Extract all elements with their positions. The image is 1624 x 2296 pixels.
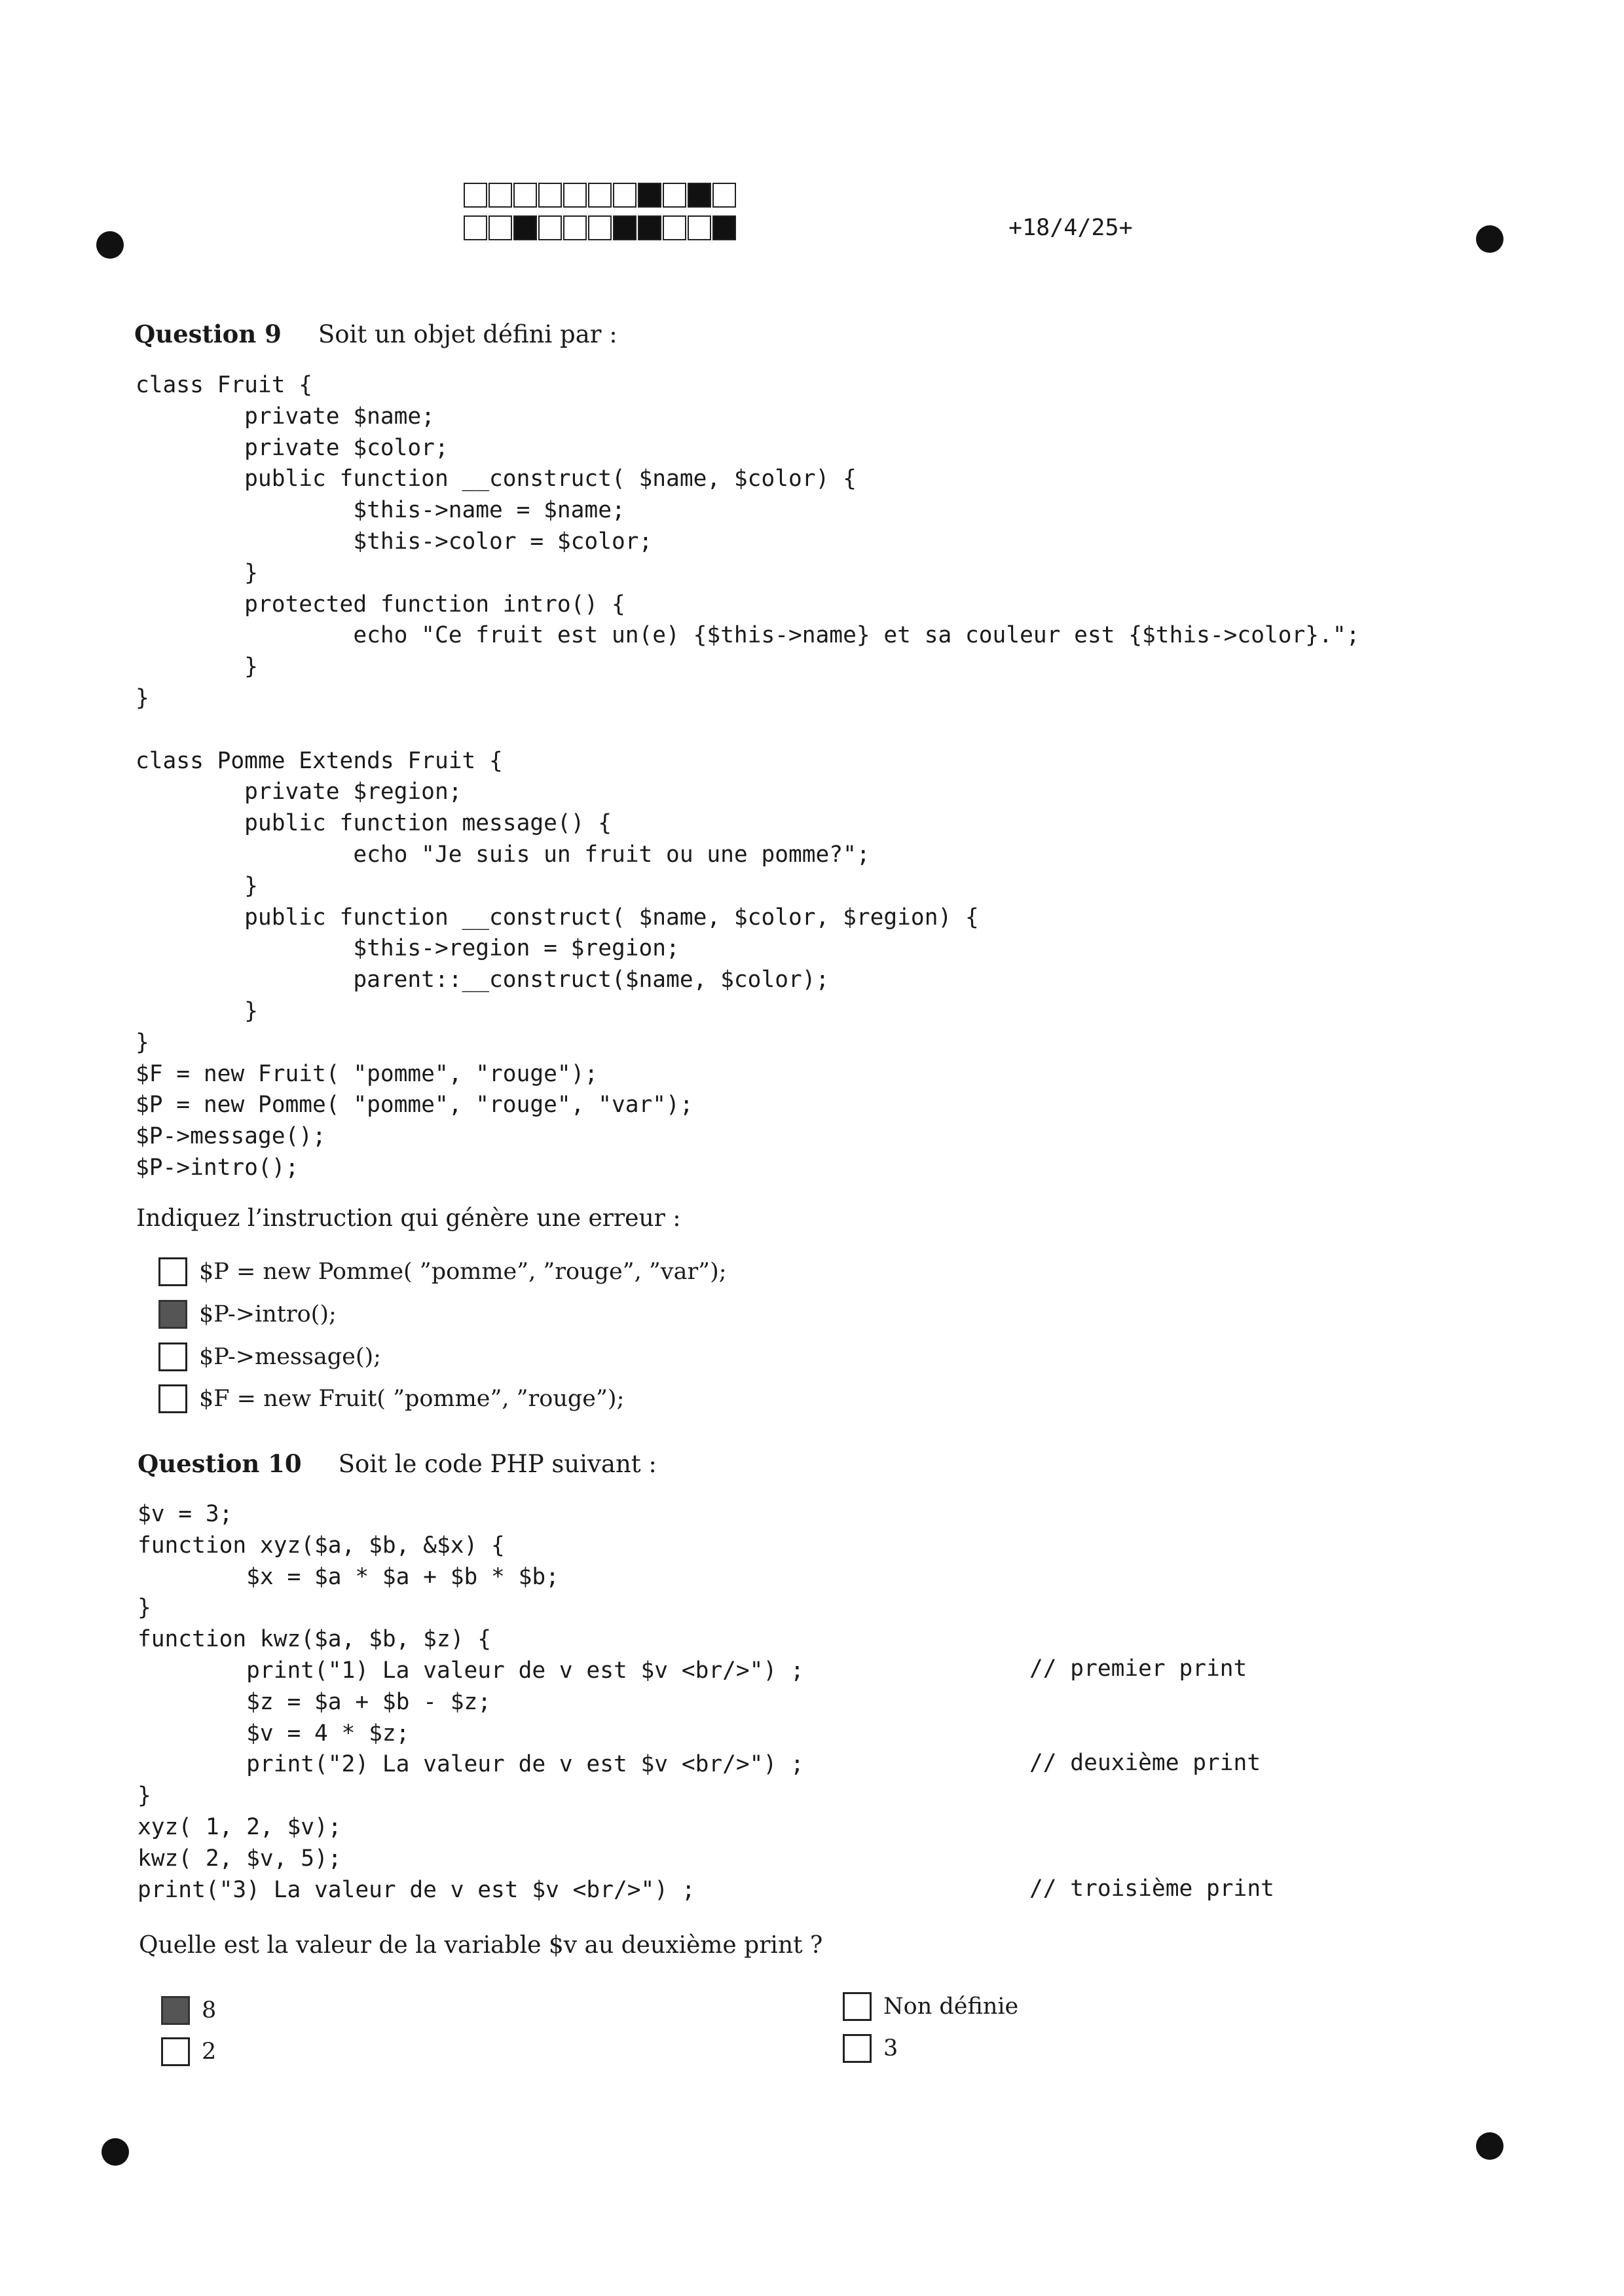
q9-option-4[interactable] — [158, 1384, 624, 1413]
barcode-cell — [563, 183, 587, 208]
question-9-code: class Fruit { private $name; private $color; public function __construct( $name, $color) { $this->name = $name; $this->color = $color; } protected function intro() { echo "Ce fruit est un(e) {$this->name} et sa couleur est {$this->color}."; } } class Pomme Extends Fruit { private $region; public function message() { echo "Je suis un fruit ou une pomme?"; } public function __construct( $name, $color, $region) { $this->region = $region; parent::__construct($name, $color); } } $F = new Fruit( "pomme", "rouge"); $P = new Pomme( "pomme", "rouge", "var"); $P->message(); $P->intro(); — [136, 372, 1360, 1181]
q10-option-2-label: 2 — [202, 2039, 217, 2065]
comment-first-print: // premier print — [1029, 1656, 1247, 1682]
barcode-cell — [489, 215, 512, 240]
question-10-number: Question 10 — [138, 1449, 302, 1478]
question-9-number: Question 9 — [134, 320, 282, 348]
barcode-cell — [513, 215, 537, 240]
barcode-cell — [712, 183, 736, 208]
q10-option-1-checkbox[interactable] — [161, 1996, 190, 2025]
barcode-cell — [663, 215, 686, 240]
q9-option-3-label: $P->message(); — [199, 1344, 381, 1370]
comment-third-print: // troisième print — [1029, 1876, 1274, 1902]
barcode-cell — [688, 183, 711, 208]
barcode-cell — [489, 183, 512, 208]
corner-marker-top-right — [1476, 225, 1504, 253]
barcode-cell — [613, 183, 637, 208]
q10-option-2-checkbox[interactable] — [161, 2037, 190, 2066]
question-10-code: $v = 3; function xyz($a, $b, &$x) { $x = $a * $a + $b * $b; } function kwz($a, $b, $z) { print("1) La valeur de v est $v <br/>") ; $z = $a + $b - $z; $v = 4 * $z; print("2) La valeur de v est $v <br/>") ; } xyz( 1, 2, $v); kwz( 2, $v, 5); print("3) La valeur de v est $v <br/>") ; — [138, 1501, 804, 1903]
q10-option-4[interactable] — [843, 2034, 898, 2063]
question-9-intro: Soit un objet défini par : — [318, 320, 618, 348]
corner-marker-top-left — [96, 231, 124, 259]
q10-option-2[interactable] — [161, 2037, 216, 2066]
barcode-cell — [663, 183, 686, 208]
barcode-row-top — [464, 183, 737, 210]
barcode-cell — [712, 215, 736, 240]
barcode-cell — [688, 215, 711, 240]
question-9-title — [134, 320, 618, 348]
barcode-row-bottom — [464, 215, 737, 243]
q10-option-4-label: 3 — [883, 2035, 898, 2062]
question-10-title — [138, 1449, 657, 1478]
barcode-cell — [638, 183, 661, 208]
q10-option-4-checkbox[interactable] — [843, 2034, 872, 2063]
page-id: +18/4/25+ — [1008, 215, 1133, 241]
corner-marker-bottom-left — [101, 2138, 129, 2166]
q10-option-1-label: 8 — [202, 1997, 217, 2024]
barcode-cell — [638, 215, 661, 240]
question-10-intro: Soit le code PHP suivant : — [338, 1450, 657, 1478]
q9-option-4-checkbox[interactable] — [158, 1384, 187, 1413]
q9-option-4-label: $F = new Fruit( ”pomme”, ”rouge”); — [199, 1386, 625, 1412]
q9-option-1-label: $P = new Pomme( ”pomme”, ”rouge”, ”var”); — [199, 1259, 727, 1285]
q9-option-1[interactable] — [158, 1257, 727, 1286]
q9-option-3[interactable] — [158, 1342, 381, 1371]
q10-option-3-label: Non définie — [883, 1993, 1019, 2020]
barcode-cell — [464, 215, 487, 240]
barcode-cell — [538, 183, 562, 208]
barcode-cell — [588, 215, 612, 240]
barcode-cell — [538, 215, 562, 240]
question-10-prompt: Quelle est la valeur de la variable $v au deuxième print ? — [139, 1932, 823, 1959]
question-9-prompt: Indiquez l’instruction qui génère une erreur : — [136, 1205, 681, 1232]
barcode-cell — [464, 183, 487, 208]
q9-option-2-label: $P->intro(); — [199, 1301, 337, 1327]
q9-option-2[interactable] — [158, 1300, 337, 1329]
q9-option-1-checkbox[interactable] — [158, 1257, 187, 1286]
comment-second-print: // deuxième print — [1029, 1750, 1261, 1776]
barcode-cell — [563, 215, 587, 240]
corner-marker-bottom-right — [1476, 2132, 1504, 2160]
barcode-cell — [613, 215, 637, 240]
q9-option-2-checkbox[interactable] — [158, 1300, 187, 1329]
barcode-cell — [588, 183, 612, 208]
q10-option-3-checkbox[interactable] — [843, 1992, 872, 2021]
q10-option-1[interactable] — [161, 1996, 216, 2025]
q10-option-3[interactable] — [843, 1992, 1018, 2021]
barcode-cell — [513, 183, 537, 208]
q9-option-3-checkbox[interactable] — [158, 1342, 187, 1371]
